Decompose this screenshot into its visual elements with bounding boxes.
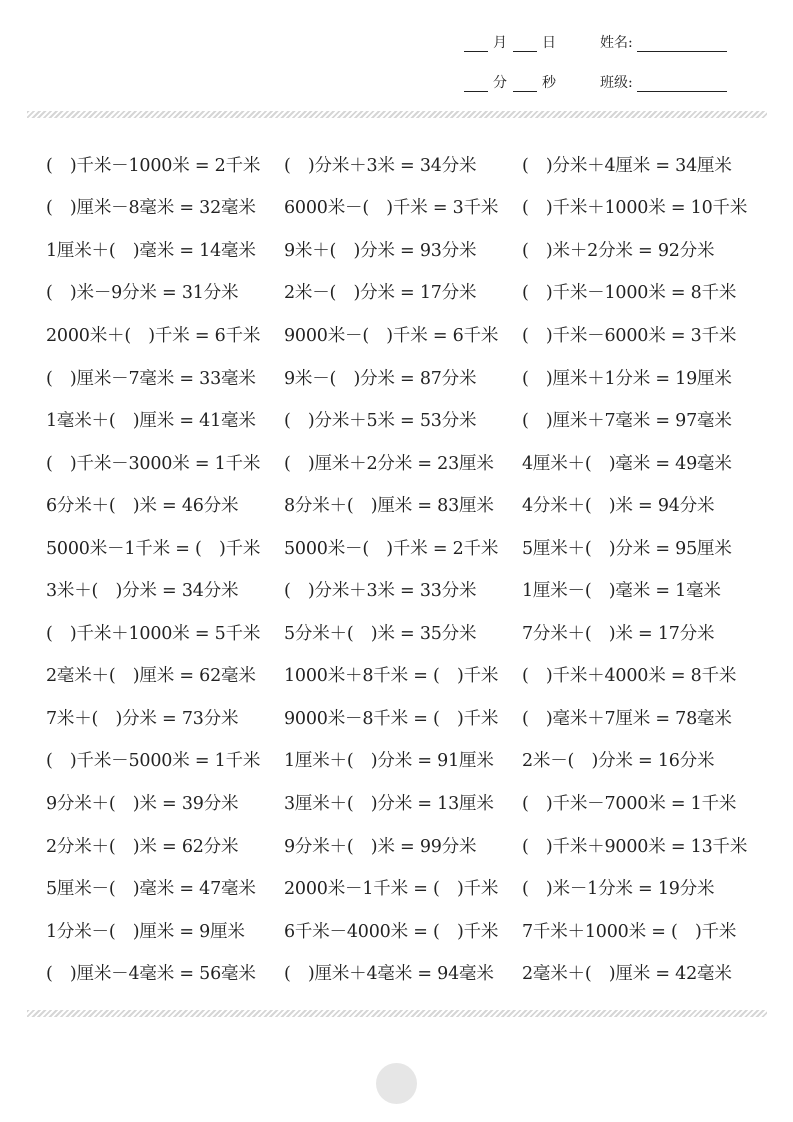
problem-item: 6000米－( )千米 = 3千米 <box>284 198 499 219</box>
problem-item: 9000米－( )千米 = 6千米 <box>284 325 499 346</box>
problem-item: 1000米＋8千米 = ( )千米 <box>284 666 499 687</box>
problem-item: ( )千米－1000米 = 2千米 <box>46 155 261 176</box>
problem-item: ( )千米－5000米 = 1千米 <box>46 751 261 772</box>
problem-item: ( )千米＋1000米 = 10千米 <box>522 198 748 219</box>
problem-item: ( )分米＋4厘米 = 34厘米 <box>522 155 732 176</box>
problem-row <box>46 356 766 399</box>
problem-item: 7米＋( )分米 = 73分米 <box>46 708 239 729</box>
second-blank[interactable] <box>513 79 537 92</box>
top-divider <box>27 111 767 118</box>
problem-item: 4分米＋( )米 = 94分米 <box>522 496 715 517</box>
problem-row <box>46 739 766 782</box>
problem-row <box>46 228 766 271</box>
problem-row <box>46 654 766 697</box>
month-label: 月 <box>493 35 507 51</box>
month-blank[interactable] <box>464 39 488 52</box>
problem-item: 1毫米＋( )厘米 = 41毫米 <box>46 411 256 432</box>
problem-item: 2000米－1千米 = ( )千米 <box>284 879 499 900</box>
problem-item: ( )千米－7000米 = 1千米 <box>522 793 737 814</box>
problem-row <box>46 526 766 569</box>
problem-item: 2毫米＋( )厘米 = 62毫米 <box>46 666 256 687</box>
problem-row <box>46 313 766 356</box>
problem-row <box>46 271 766 314</box>
problem-item: 5厘米－( )毫米 = 47毫米 <box>46 879 256 900</box>
problem-item: 6分米＋( )米 = 46分米 <box>46 496 239 517</box>
problem-item: 2米－( )分米 = 16分米 <box>522 751 715 772</box>
problem-item: ( )厘米＋1分米 = 19厘米 <box>522 368 732 389</box>
problem-item: 5厘米＋( )分米 = 95厘米 <box>522 538 732 559</box>
problem-item: 9米＋( )分米 = 93分米 <box>284 240 477 261</box>
problem-item: ( )厘米＋4毫米 = 94毫米 <box>284 964 494 985</box>
second-label: 秒 <box>542 75 556 91</box>
problem-item: 8分米＋( )厘米 = 83厘米 <box>284 496 494 517</box>
problem-item: 5000米－( )千米 = 2千米 <box>284 538 499 559</box>
problem-item: ( )厘米＋7毫米 = 97毫米 <box>522 411 732 432</box>
problem-row <box>46 909 766 952</box>
problem-item: 2分米＋( )米 = 62分米 <box>46 836 239 857</box>
problem-row <box>46 143 766 186</box>
problem-item: 2000米＋( )千米 = 6千米 <box>46 325 261 346</box>
problem-item: 1厘米－( )毫米 = 1毫米 <box>522 581 721 602</box>
problem-item: 2毫米＋( )厘米 = 42毫米 <box>522 964 732 985</box>
worksheet-header <box>0 0 793 105</box>
class-blank[interactable] <box>637 79 727 92</box>
class-label: 班级: <box>600 75 633 91</box>
problem-item: 5分米＋( )米 = 35分米 <box>284 623 477 644</box>
problem-item: 1厘米＋( )分米 = 91厘米 <box>284 751 494 772</box>
day-blank[interactable] <box>513 39 537 52</box>
problem-item: ( )厘米－8毫米 = 32毫米 <box>46 198 256 219</box>
problem-item: 7分米＋( )米 = 17分米 <box>522 623 715 644</box>
problem-row <box>46 441 766 484</box>
problem-item: ( )千米－1000米 = 8千米 <box>522 283 737 304</box>
problem-item: 1分米－( )厘米 = 9厘米 <box>46 921 245 942</box>
problem-item: 9分米＋( )米 = 99分米 <box>284 836 477 857</box>
problem-row <box>46 696 766 739</box>
problem-row <box>46 398 766 441</box>
problem-item: 5000米－1千米 = ( )千米 <box>46 538 261 559</box>
problem-item: ( )千米＋9000米 = 13千米 <box>522 836 748 857</box>
problem-row <box>46 781 766 824</box>
problem-item: ( )千米－3000米 = 1千米 <box>46 453 261 474</box>
day-label: 日 <box>542 35 556 51</box>
problem-row <box>46 611 766 654</box>
problem-item: ( )千米－6000米 = 3千米 <box>522 325 737 346</box>
problem-item: 4厘米＋( )毫米 = 49毫米 <box>522 453 732 474</box>
problem-item: ( )千米＋1000米 = 5千米 <box>46 623 261 644</box>
problem-row <box>46 568 766 611</box>
problem-item: 7千米＋1000米 = ( )千米 <box>522 921 737 942</box>
problem-item: 9米－( )分米 = 87分米 <box>284 368 477 389</box>
problem-item: ( )分米＋3米 = 34分米 <box>284 155 477 176</box>
problem-item: ( )米－1分米 = 19分米 <box>522 879 715 900</box>
problem-item: ( )米＋2分米 = 92分米 <box>522 240 715 261</box>
problem-item: ( )分米＋5米 = 53分米 <box>284 411 477 432</box>
problem-item: ( )米－9分米 = 31分米 <box>46 283 239 304</box>
problem-item: 3厘米＋( )分米 = 13厘米 <box>284 793 494 814</box>
problem-item: 9000米－8千米 = ( )千米 <box>284 708 499 729</box>
problem-item: ( )分米＋3米 = 33分米 <box>284 581 477 602</box>
minute-label: 分 <box>493 75 507 91</box>
time-class-row <box>464 72 727 92</box>
date-name-row <box>464 32 727 52</box>
problem-item: 1厘米＋( )毫米 = 14毫米 <box>46 240 256 261</box>
problem-item: 9分米＋( )米 = 39分米 <box>46 793 239 814</box>
name-blank[interactable] <box>637 39 727 52</box>
bottom-divider <box>27 1010 767 1017</box>
problem-item: 2米－( )分米 = 17分米 <box>284 283 477 304</box>
problem-item: ( )厘米－4毫米 = 56毫米 <box>46 964 256 985</box>
problem-row <box>46 951 766 994</box>
problem-item: ( )厘米－7毫米 = 33毫米 <box>46 368 256 389</box>
page-indicator <box>376 1063 417 1104</box>
problem-item: ( )千米＋4000米 = 8千米 <box>522 666 737 687</box>
problem-row <box>46 824 766 867</box>
problem-item: 3米＋( )分米 = 34分米 <box>46 581 239 602</box>
name-label: 姓名: <box>600 35 633 51</box>
problem-item: ( )毫米＋7厘米 = 78毫米 <box>522 708 732 729</box>
problem-row <box>46 186 766 229</box>
problem-grid <box>46 143 766 994</box>
problem-row <box>46 483 766 526</box>
minute-blank[interactable] <box>464 79 488 92</box>
problem-row <box>46 866 766 909</box>
problem-item: 6千米－4000米 = ( )千米 <box>284 921 499 942</box>
problem-item: ( )厘米＋2分米 = 23厘米 <box>284 453 494 474</box>
